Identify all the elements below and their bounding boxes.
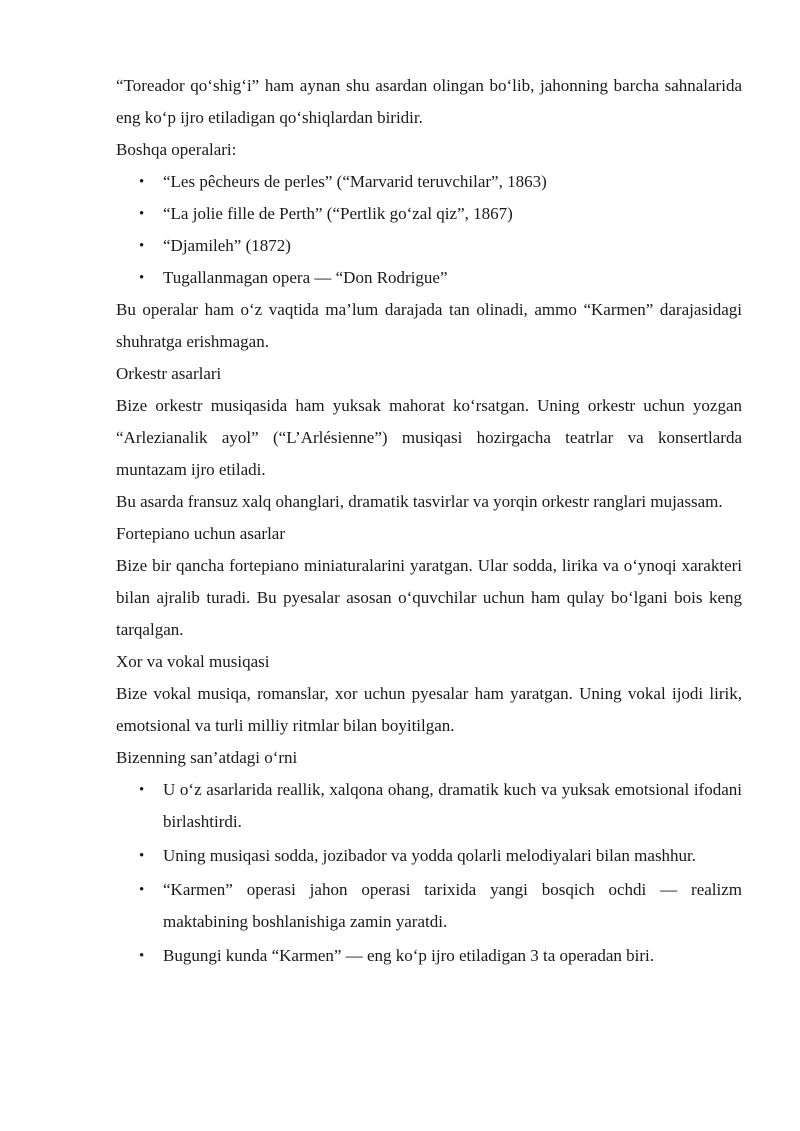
list-item bbox=[139, 198, 742, 230]
bullet-icon: • bbox=[139, 270, 145, 286]
bullet-icon: • bbox=[139, 882, 145, 898]
list-item-text: Uning musiqasi sodda, jozibador va yodda qolarli melodiyalari bilan mashhur. bbox=[163, 846, 697, 865]
orchestral-paragraph-2: Bu asarda fransuz xalq ohanglari, dramatik tasvirlar va yorqin orkestr ranglari mujassam. bbox=[116, 492, 723, 511]
list-item bbox=[139, 840, 742, 872]
choral-paragraph: Bize vokal musiqa, romanslar, xor uchun pyesalar ham yaratgan. Uning vokal ijodi lirik, emotsional va turli milliy ritmlar bilan boyitilgan. bbox=[116, 684, 742, 735]
list-item bbox=[139, 874, 742, 938]
other-operas-list bbox=[116, 166, 742, 294]
bullet-icon: • bbox=[139, 948, 145, 964]
piano-paragraph: Bize bir qancha fortepiano miniaturalarini yaratgan. Ular sodda, lirika va o‘ynoqi xarakteri bilan ajralib turadi. Bu pyesalar asosan o‘quvchilar uchun ham qulay bo‘lgani bois keng tarqalgan. bbox=[116, 556, 742, 639]
other-operas-heading: Boshqa operalari: bbox=[116, 140, 237, 159]
piano-heading: Fortepiano uchun asarlar bbox=[116, 524, 285, 543]
list-item bbox=[139, 230, 742, 262]
bullet-icon: • bbox=[139, 848, 145, 864]
list-item bbox=[139, 774, 742, 838]
list-item-text: “Djamileh” (1872) bbox=[163, 236, 291, 255]
bullet-icon: • bbox=[139, 174, 145, 190]
bullet-icon: • bbox=[139, 206, 145, 222]
list-item bbox=[139, 940, 742, 972]
list-item-text: Bugungi kunda “Karmen” — eng ko‘p ijro etiladigan 3 ta operadan biri. bbox=[163, 946, 654, 965]
list-item bbox=[139, 262, 742, 294]
list-item-text: U o‘z asarlarida reallik, xalqona ohang, dramatik kuch va yuksak emotsional ifodani birlashtirdi. bbox=[163, 780, 742, 831]
legacy-heading: Bizenning san’atdagi o‘rni bbox=[116, 748, 298, 767]
orchestral-paragraph-1: Bize orkestr musiqasida ham yuksak mahorat ko‘rsatgan. Uning orkestr uchun yozgan “Arlezianalik ayol” (“L’Arlésienne”) musiqasi hozirgacha teatrlar va konsertlarda muntazam ijro etiladi. bbox=[116, 396, 742, 479]
list-item-text: “La jolie fille de Perth” (“Pertlik go‘zal qiz”, 1867) bbox=[163, 204, 513, 223]
list-item-text: “Les pêcheurs de perles” (“Marvarid teruvchilar”, 1863) bbox=[163, 172, 547, 191]
list-item-text: “Karmen” operasi jahon operasi tarixida yangi bosqich ochdi — realizm maktabining boshlanishiga zamin yaratdi. bbox=[163, 880, 742, 931]
list-item bbox=[139, 166, 742, 198]
bullet-icon: • bbox=[139, 238, 145, 254]
legacy-list bbox=[116, 774, 742, 972]
choral-heading: Xor va vokal musiqasi bbox=[116, 652, 270, 671]
bullet-icon: • bbox=[139, 782, 145, 798]
list-item-text: Tugallanmagan opera — “Don Rodrigue” bbox=[163, 268, 448, 287]
intro-paragraph: “Toreador qo‘shig‘i” ham aynan shu asardan olingan bo‘lib, jahonning barcha sahnalarida eng ko‘p ijro etiladigan qo‘shiqlardan biridir. bbox=[116, 76, 742, 127]
other-operas-summary: Bu operalar ham o‘z vaqtida ma’lum darajada tan olinadi, ammo “Karmen” darajasidagi shuhratga erishmagan. bbox=[116, 300, 742, 351]
orchestral-heading: Orkestr asarlari bbox=[116, 364, 222, 383]
